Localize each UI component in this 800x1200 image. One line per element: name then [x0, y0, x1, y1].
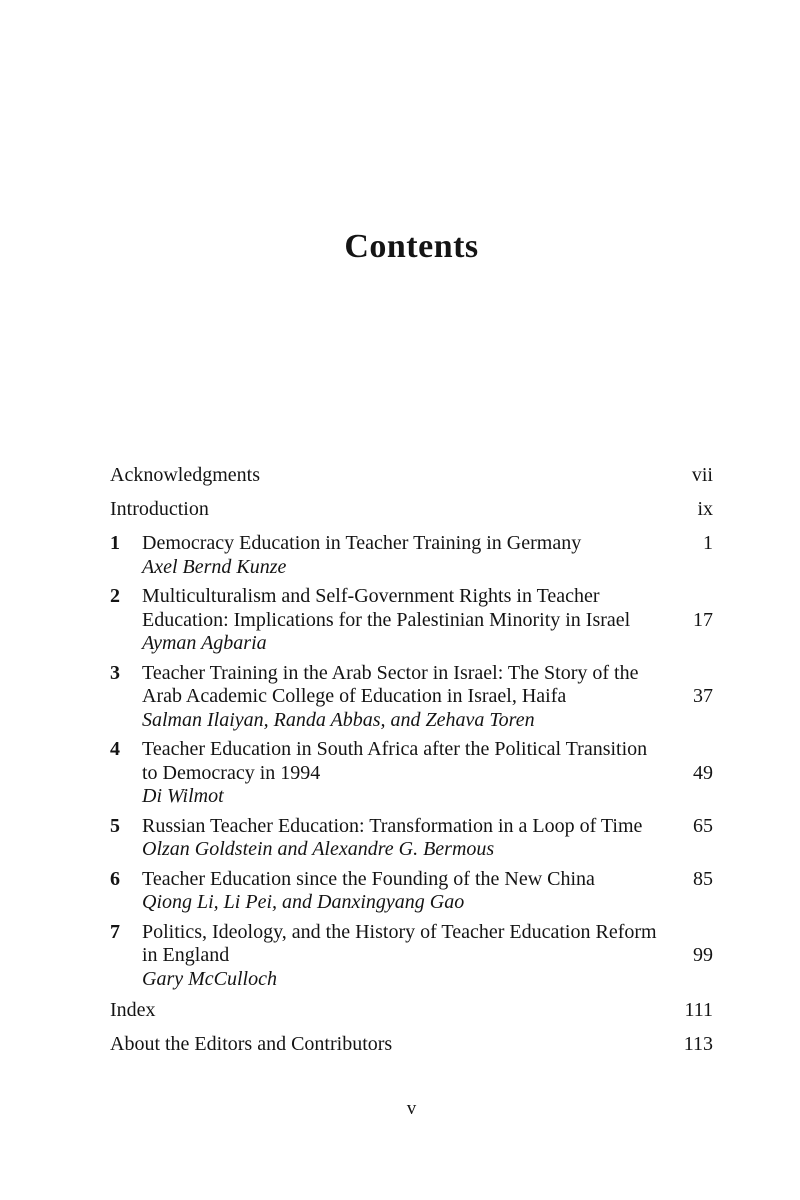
- chapter-number: 3: [110, 661, 120, 684]
- chapter-title: Politics, Ideology, and the History of Teacher Education Reform: [142, 920, 657, 943]
- entry-label: Introduction: [110, 498, 209, 520]
- toc-entry-chapter-4: [110, 738, 713, 809]
- toc-entry-chapter-2: [110, 585, 713, 656]
- entry-page-number: 111: [684, 999, 713, 1021]
- chapter-number: 5: [110, 814, 120, 837]
- chapter-body: [142, 532, 713, 579]
- chapter-authors: Salman Ilaiyan, Randa Abbas, and Zehava Toren: [142, 708, 535, 731]
- chapter-number: 7: [110, 920, 120, 943]
- chapter-body: [142, 738, 713, 809]
- chapters-section: [110, 532, 713, 991]
- entry-label: Index: [110, 999, 156, 1021]
- toc-entry-index: [110, 999, 713, 1022]
- chapter-title: Teacher Education in South Africa after the Political Transition: [142, 738, 648, 760]
- chapter-title: in England: [142, 944, 230, 966]
- chapter-title: Multiculturalism and Self-Government Rights in Teacher: [142, 585, 600, 607]
- entry-page-number: 17: [693, 608, 713, 631]
- chapter-title-line: [142, 585, 713, 609]
- toc-entry-introduction: [110, 498, 713, 521]
- chapter-title-line: [142, 609, 713, 633]
- toc-entry-chapter-1: [110, 532, 713, 579]
- chapter-title: Russian Teacher Education: Transformation in a Loop of Time: [142, 814, 643, 837]
- toc-entry-chapter-6: [110, 868, 713, 915]
- chapter-number: 2: [110, 585, 120, 607]
- chapter-title: Democracy Education in Teacher Training in Germany: [142, 532, 582, 554]
- chapter-title: Education: Implications for the Palestinian Minority in Israel: [142, 608, 631, 631]
- chapter-title: Arab Academic College of Education in Israel, Haifa: [142, 685, 567, 707]
- chapter-body: [142, 585, 713, 656]
- chapter-authors: Gary McCulloch: [142, 967, 277, 990]
- chapter-title-line: [142, 662, 713, 686]
- chapter-title-line: [142, 762, 713, 786]
- chapter-authors: Di Wilmot: [142, 785, 224, 807]
- chapter-title: to Democracy in 1994: [142, 761, 321, 784]
- chapter-title: Teacher Education since the Founding of the New China: [142, 867, 595, 890]
- back-matter-section: [110, 999, 713, 1056]
- chapter-title-line: [142, 815, 713, 839]
- chapter-authors: Qiong Li, Li Pei, and Danxingyang Gao: [142, 891, 465, 913]
- chapter-body: [142, 921, 713, 992]
- entry-page-number: 113: [683, 1033, 713, 1055]
- entry-page-number: 65: [693, 814, 713, 837]
- entry-page-number: 85: [693, 867, 713, 890]
- entry-page-number: 49: [693, 761, 713, 784]
- entry-label: About the Editors and Contributors: [110, 1033, 393, 1055]
- toc-entry-acknowledgments: [110, 464, 713, 487]
- entry-page-number: 99: [693, 944, 713, 966]
- page-title: Contents: [344, 228, 479, 265]
- chapter-authors: Ayman Agbaria: [142, 632, 267, 654]
- toc-entry-chapter-7: [110, 921, 713, 992]
- toc-entry-chapter-5: [110, 815, 713, 862]
- toc-entry-chapter-3: [110, 662, 713, 733]
- chapter-body: [142, 868, 713, 915]
- entry-page-number: vii: [691, 464, 713, 486]
- chapter-title-line: [142, 921, 713, 945]
- chapter-body: [142, 815, 713, 862]
- entry-label: Acknowledgments: [110, 464, 260, 486]
- chapter-title-line: [142, 685, 713, 709]
- entry-page-number: ix: [697, 498, 713, 520]
- chapter-title: Teacher Training in the Arab Sector in Israel: The Story of the: [142, 661, 639, 684]
- chapter-title-line: [142, 532, 713, 556]
- chapter-title-line: [142, 868, 713, 892]
- toc-entry-about-editors: [110, 1033, 713, 1056]
- chapter-body: [142, 662, 713, 733]
- entry-page-number: 1: [703, 532, 713, 554]
- page-folio: v: [406, 1098, 417, 1119]
- chapter-number: 6: [110, 867, 120, 890]
- entry-page-number: 37: [693, 685, 713, 707]
- chapter-title-line: [142, 944, 713, 968]
- chapter-title-line: [142, 738, 713, 762]
- chapter-number: 4: [110, 738, 120, 760]
- chapter-authors: Olzan Goldstein and Alexandre G. Bermous: [142, 838, 495, 860]
- front-matter-section: [110, 464, 713, 521]
- chapter-number: 1: [110, 532, 120, 554]
- chapter-authors: Axel Bernd Kunze: [142, 555, 287, 578]
